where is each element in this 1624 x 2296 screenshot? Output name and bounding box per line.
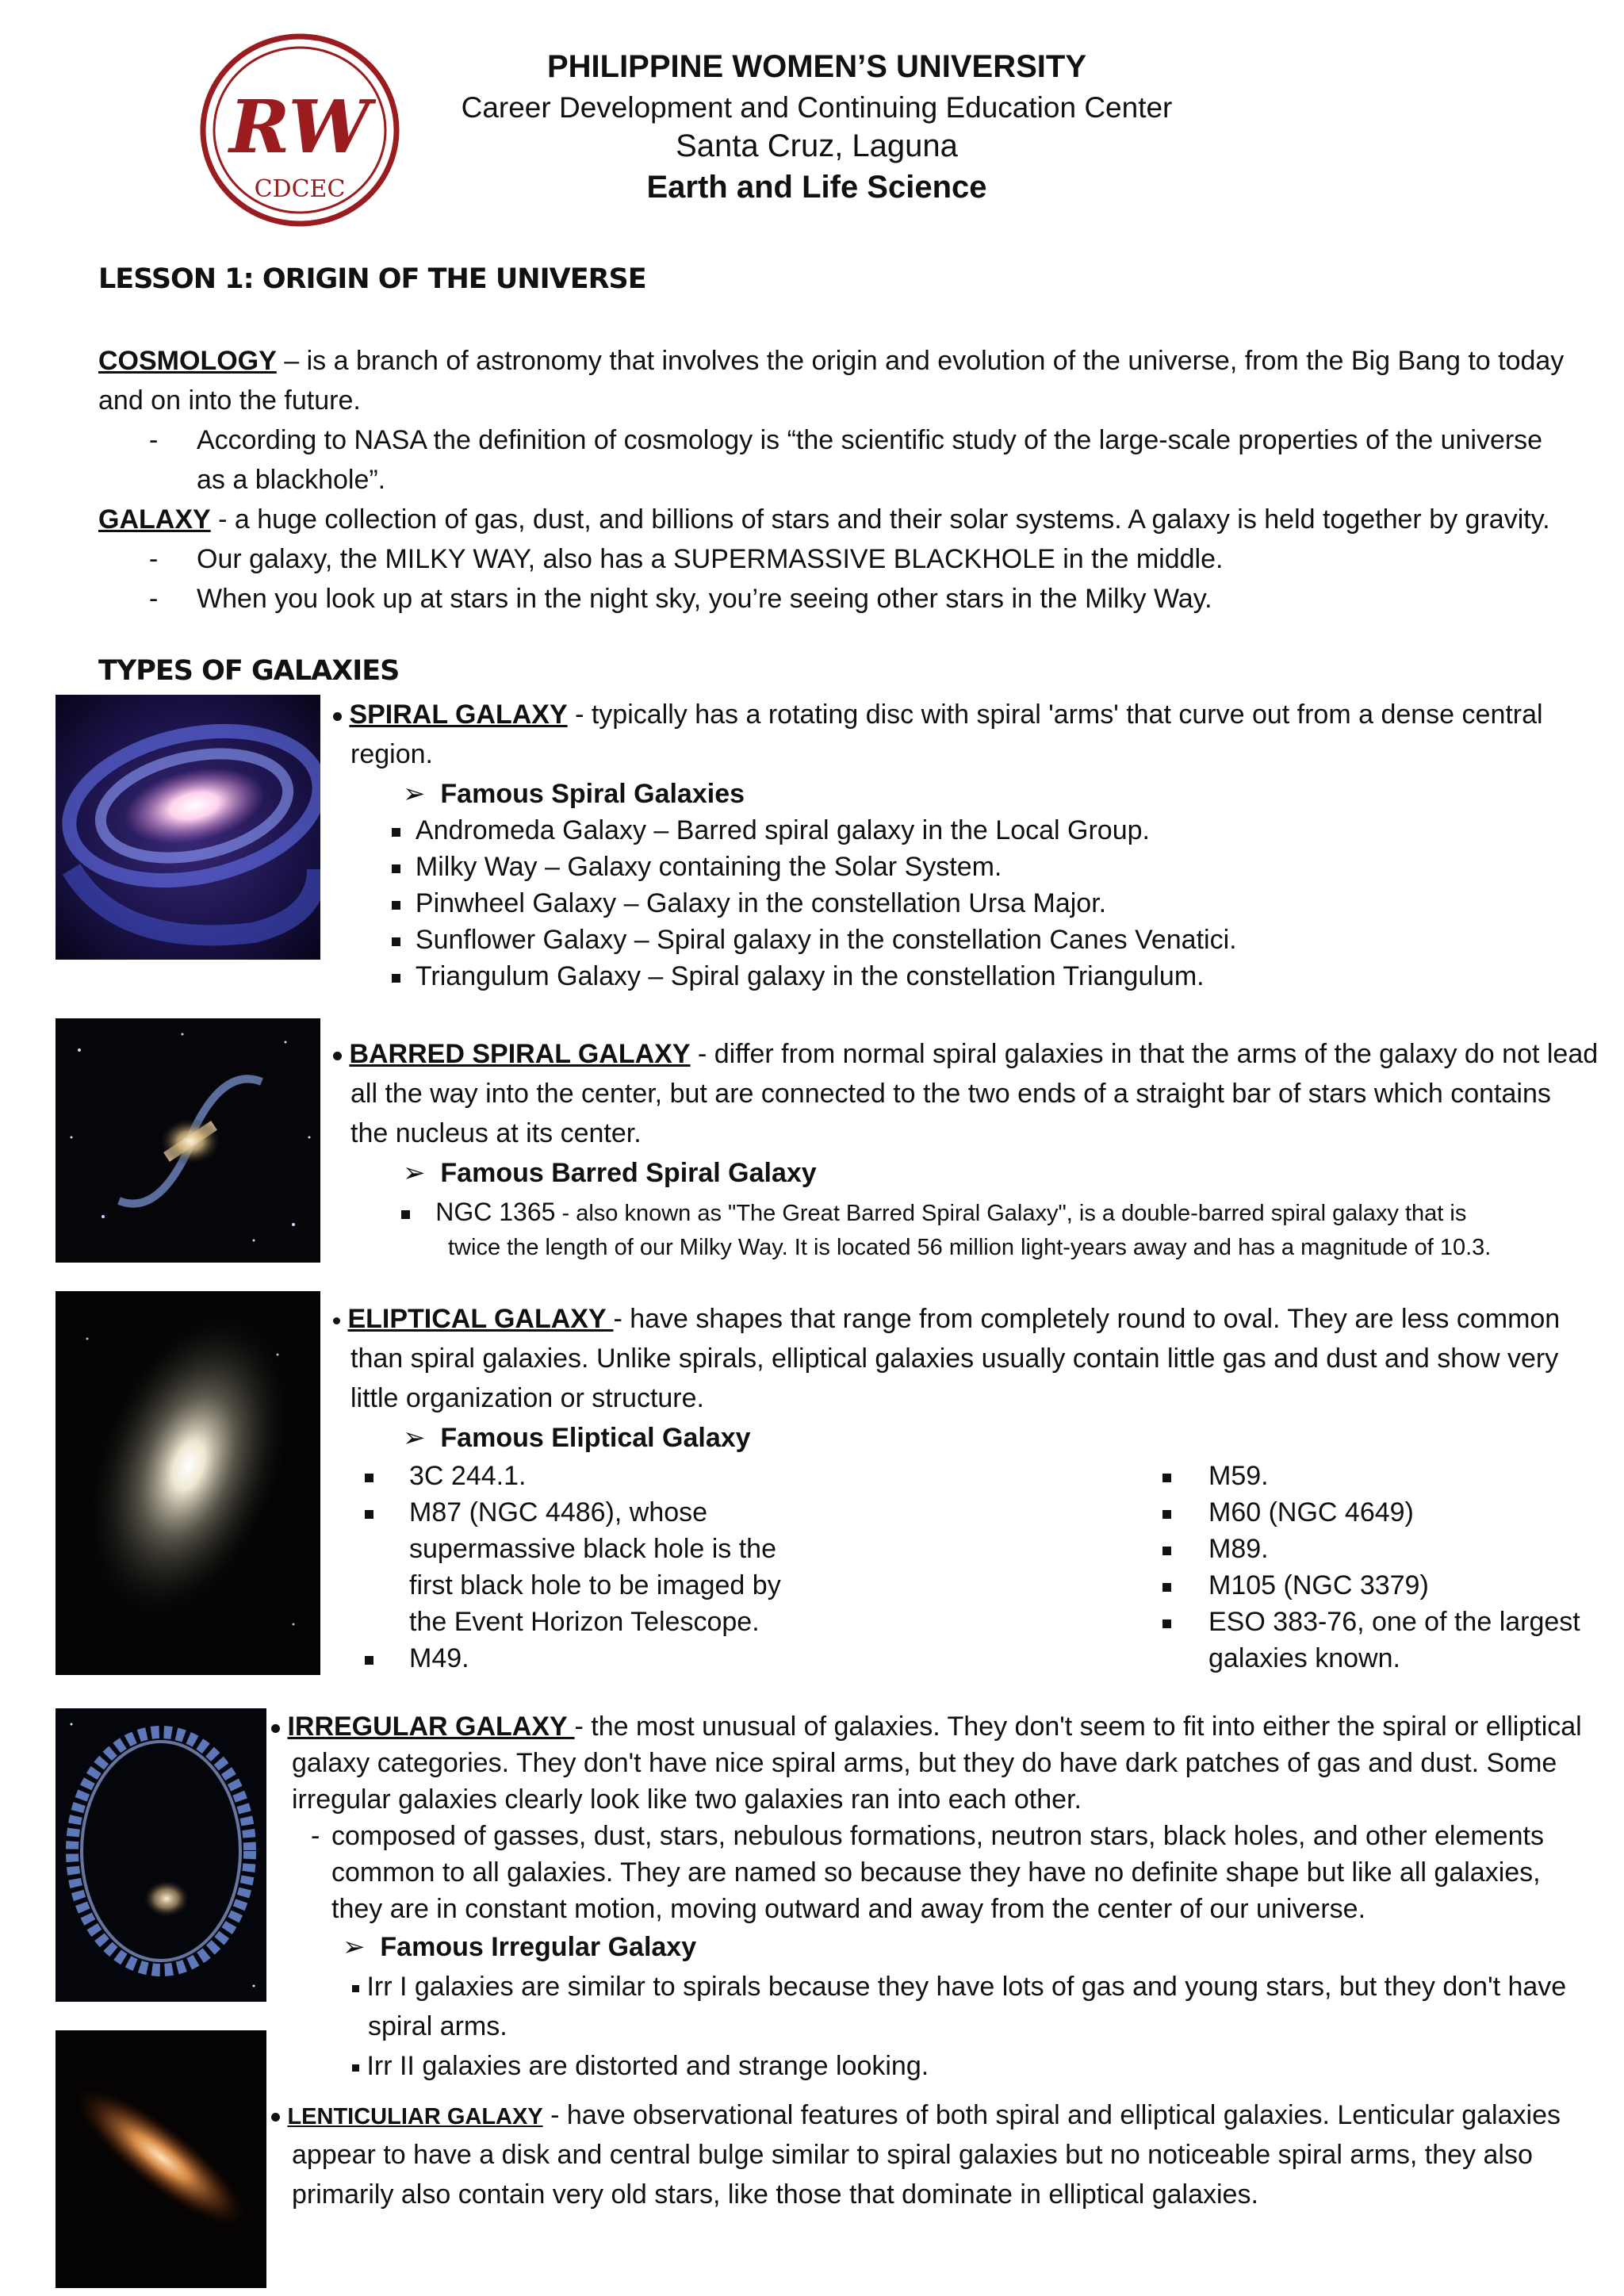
irregular-definition	[271, 1707, 1619, 1746]
spiral-famous-heading	[403, 774, 745, 814]
svg-text:CDCEC: CDCEC	[254, 175, 346, 203]
spiral-item-text: Pinwheel Galaxy – Galaxy in the constellation Ursa Major.	[415, 888, 1107, 918]
elliptical-term: ELIPTICAL GALAXY	[347, 1304, 614, 1334]
irregular-dash: -	[311, 1821, 320, 1851]
elliptical-right-item: galaxies known.	[1208, 1643, 1400, 1673]
square-bullet-icon	[392, 828, 400, 837]
types-title: TYPES OF GALAXIES	[98, 655, 400, 687]
list-item	[392, 956, 1205, 996]
list-item	[1162, 1493, 1171, 1532]
location: Santa Cruz, Laguna	[676, 128, 958, 163]
svg-text:RW: RW	[229, 84, 370, 170]
lenticular-term: LENTICULIAR GALAXY	[287, 2104, 543, 2129]
irregular-term: IRREGULAR GALAXY	[287, 1711, 575, 1742]
irregular-item2: Irr II galaxies are distorted and strange looking.	[366, 2051, 929, 2081]
square-bullet-icon	[352, 1985, 359, 1992]
irregular-comp-line1: composed of gasses, dust, stars, nebulous formations, neutron stars, black holes, and other elements	[331, 1821, 1544, 1851]
spiral-def-line1: - typically has a rotating disc with spiral 'arms' that curve out from a dense central	[567, 700, 1543, 730]
square-bullet-icon	[365, 1656, 373, 1665]
barred-def-line2: all the way into the center, but are connected to the two ends of a straight bar of stars which contains	[350, 1079, 1551, 1109]
bullet-dot-icon	[271, 1724, 280, 1733]
irregular-def-line3: irregular galaxies clearly look like two galaxies ran into each other.	[292, 1784, 1082, 1815]
square-bullet-icon	[1162, 1583, 1171, 1592]
lenticular-def-line3: primarily also contain very old stars, like those that dominate in elliptical galaxies.	[292, 2179, 1258, 2210]
galaxy-dash-1: -	[149, 544, 159, 574]
elliptical-left-item: M87 (NGC 4486), whose	[409, 1497, 708, 1527]
ngc1365-line2: twice the length of our Milky Way. It is located 56 million light-years away and has a magnitude of 10.3.	[448, 1235, 1492, 1260]
bullet-dot-icon	[333, 1052, 342, 1060]
irregular-famous-heading	[343, 1927, 696, 1967]
bullet-dot-icon	[271, 2113, 280, 2122]
spiral-item-text: Triangulum Galaxy – Spiral galaxy in the constellation Triangulum.	[415, 961, 1205, 991]
bullet-dot-icon	[333, 1317, 340, 1324]
elliptical-right-item: M59.	[1208, 1461, 1269, 1491]
elliptical-def-line3: little organization or structure.	[350, 1383, 704, 1413]
square-bullet-icon	[401, 1210, 410, 1219]
lenticular-galaxy-image	[56, 2030, 266, 2288]
arrow-icon: ➢	[343, 1932, 366, 1962]
list-item	[365, 1456, 373, 1496]
elliptical-left-item: first black hole to be imaged by	[409, 1570, 781, 1600]
ngc1365-line1: - also known as "The Great Barred Spiral Galaxy", is a double-barred spiral galaxy that is	[555, 1201, 1467, 1226]
list-item	[352, 1967, 1566, 2007]
center-name: Career Development and Continuing Education Center	[461, 91, 1173, 124]
elliptical-famous-heading	[403, 1418, 751, 1458]
list-item	[392, 811, 1150, 850]
barred-spiral-galaxy-image	[56, 1018, 320, 1263]
list-item	[392, 884, 1106, 923]
cosmology-def-line1: – is a branch of astronomy that involves the origin and evolution of the universe, from the Big Bang to today	[276, 346, 1565, 376]
list-item	[1162, 1566, 1171, 1605]
barred-term: BARRED SPIRAL GALAXY	[349, 1039, 691, 1069]
lenticular-def-line1: - have observational features of both spiral and elliptical galaxies. Lenticular galaxies	[542, 2100, 1561, 2130]
lenticular-def-line2: appear to have a disk and central bulge similar to spiral galaxies but no noticeable spiral arms, they also	[292, 2140, 1533, 2170]
square-bullet-icon	[352, 2064, 359, 2072]
irregular-galaxy-image	[56, 1708, 266, 2002]
galaxy-definition	[98, 500, 1605, 539]
elliptical-definition	[333, 1299, 1618, 1339]
spiral-item-text: Milky Way – Galaxy containing the Solar System.	[415, 852, 1002, 882]
cosmology-definition	[98, 341, 1605, 381]
list-item	[1162, 1529, 1171, 1569]
square-bullet-icon	[392, 901, 400, 910]
barred-def-line3: the nucleus at its center.	[350, 1118, 642, 1148]
lesson-title: LESSON 1: ORIGIN OF THE UNIVERSE	[98, 263, 646, 295]
galaxy-bullet1: Our galaxy, the MILKY WAY, also has a SUPERMASSIVE BLACKHOLE in the middle.	[197, 544, 1224, 574]
spiral-def-line2: region.	[350, 739, 433, 769]
elliptical-def-line2: than spiral galaxies. Unlike spirals, elliptical galaxies usually contain little gas and dust and show very	[350, 1343, 1559, 1374]
elliptical-right-item: M89.	[1208, 1534, 1269, 1564]
elliptical-right-item: ESO 383-76, one of the largest	[1208, 1607, 1580, 1637]
list-item	[365, 1639, 373, 1678]
elliptical-left-item: supermassive black hole is the	[409, 1534, 777, 1564]
barred-def-line1: - differ from normal spiral galaxies in that the arms of the galaxy do not lead	[690, 1039, 1599, 1069]
irregular-item1-line1: Irr I galaxies are similar to spirals because they have lots of gas and young stars, but they don't have	[366, 1972, 1567, 2002]
cosmology-term: COSMOLOGY	[98, 346, 277, 376]
arrow-icon: ➢	[403, 1158, 426, 1188]
spiral-item-text: Sunflower Galaxy – Spiral galaxy in the constellation Canes Venatici.	[415, 925, 1237, 955]
spiral-famous-title: Famous Spiral Galaxies	[440, 779, 745, 809]
ngc1365-name: NGC 1365	[435, 1198, 556, 1226]
lenticular-definition	[271, 2095, 1619, 2137]
spiral-galaxy-image	[56, 695, 320, 960]
irregular-famous-title: Famous Irregular Galaxy	[380, 1932, 697, 1962]
university-name: PHILIPPINE WOMEN’S UNIVERSITY	[546, 49, 1087, 84]
cosmology-def-line2: and on into the future.	[98, 385, 361, 416]
galaxy-term: GALAXY	[98, 504, 211, 535]
square-bullet-icon	[392, 974, 400, 983]
subject: Earth and Life Science	[646, 170, 987, 205]
list-item	[392, 847, 1002, 887]
square-bullet-icon	[392, 937, 400, 946]
elliptical-famous-title: Famous Eliptical Galaxy	[440, 1423, 751, 1453]
cosmology-dash: -	[149, 425, 159, 455]
galaxy-def: - a huge collection of gas, dust, and billions of stars and their solar systems. A galaxy is held together by gravity.	[210, 504, 1550, 535]
elliptical-right-item: M105 (NGC 3379)	[1208, 1570, 1429, 1600]
elliptical-left-item: M49.	[409, 1643, 469, 1673]
list-item	[392, 920, 1237, 960]
irregular-comp-line3: they are in constant motion, moving outward and away from the center of our universe.	[331, 1894, 1366, 1924]
list-item	[1162, 1456, 1171, 1496]
irregular-def-line2: galaxy categories. They don't have nice spiral arms, but they do have dark patches of gas and dust. Some	[292, 1748, 1557, 1778]
list-item	[352, 2046, 929, 2086]
list-item	[1162, 1602, 1171, 1642]
irregular-comp-line2: common to all galaxies. They are named so because they have no definite shape but like all galaxies,	[331, 1857, 1541, 1888]
square-bullet-icon	[365, 1510, 373, 1519]
list-item	[401, 1194, 1622, 1232]
bullet-dot-icon	[333, 712, 342, 721]
square-bullet-icon	[1162, 1474, 1171, 1482]
barred-definition	[333, 1034, 1618, 1074]
nasa-line2: as a blackhole”.	[197, 465, 386, 495]
spiral-definition	[333, 695, 1618, 734]
irregular-item1-line2: spiral arms.	[368, 2011, 508, 2041]
nasa-line1: According to NASA the definition of cosmology is “the scientific study of the large-scale properties of the universe	[197, 425, 1543, 455]
square-bullet-icon	[1162, 1619, 1171, 1628]
square-bullet-icon	[1162, 1510, 1171, 1519]
spiral-term: SPIRAL GALAXY	[349, 700, 568, 730]
elliptical-left-item: 3C 244.1.	[409, 1461, 527, 1491]
galaxy-bullet2: When you look up at stars in the night sky, you’re seeing other stars in the Milky Way.	[197, 584, 1212, 614]
elliptical-def-line1: - have shapes that range from completely round to oval. They are less common	[613, 1304, 1561, 1334]
barred-famous-title: Famous Barred Spiral Galaxy	[440, 1158, 817, 1188]
elliptical-left-item: the Event Horizon Telescope.	[409, 1607, 760, 1637]
arrow-icon: ➢	[403, 1423, 426, 1453]
elliptical-right-item: M60 (NGC 4649)	[1208, 1497, 1414, 1527]
square-bullet-icon	[1162, 1547, 1171, 1555]
irregular-def-line1: - the most unusual of galaxies. They don't seem to fit into either the spiral or elliptical	[574, 1711, 1582, 1742]
spiral-item-text: Andromeda Galaxy – Barred spiral galaxy in the Local Group.	[415, 815, 1150, 845]
list-item	[365, 1493, 373, 1532]
square-bullet-icon	[365, 1474, 373, 1482]
barred-famous-heading	[403, 1153, 817, 1193]
galaxy-dash-2: -	[149, 584, 159, 614]
square-bullet-icon	[392, 864, 400, 873]
arrow-icon: ➢	[403, 779, 426, 809]
elliptical-galaxy-image	[56, 1291, 320, 1675]
